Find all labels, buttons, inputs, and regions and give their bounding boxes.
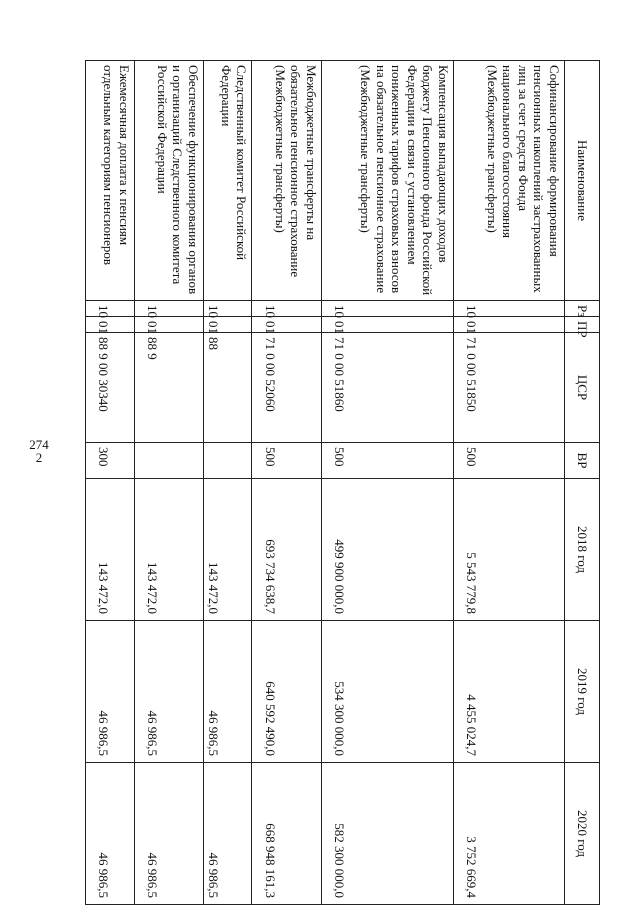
row-2020: 668 948 161,3 [252,763,321,905]
row-2019: 46 986,5 [134,621,203,763]
row-2019: 46 986,5 [86,621,135,763]
header-vr: ВР [565,443,600,479]
row-vr [203,443,252,479]
page-number: 2742 [29,437,49,465]
row-2018: 143 472,0 [203,479,252,621]
row-name: Софинансирование формирования пенсионных накоплений застрахованных лиц за счет средств Фонда национального благосостояния (Межбюджетные трансферты) [453,61,564,301]
row-2020: 46 986,5 [203,763,252,905]
table-row [321,61,453,905]
row-csr: 71 0 00 51850 [453,333,564,443]
table-row [453,61,564,905]
row-csr: 88 9 00 30340 [86,333,135,443]
table-row [252,61,321,905]
row-pr: 01 [134,317,203,333]
row-name: Обеспечение функционирования органов и организаций Следственного комитета Российской Федерации [134,61,203,301]
row-csr: 88 [203,333,252,443]
header-csr: ЦСР [565,333,600,443]
row-2018: 143 472,0 [134,479,203,621]
row-2020: 3 752 669,4 [453,763,564,905]
table-header-row [565,61,600,905]
budget-table [85,60,600,905]
row-name: Ежемесячная доплата к пенсиям отдельным категориям пенсионеров [86,61,135,301]
row-pr: 01 [453,317,564,333]
row-2020: 582 300 000,0 [321,763,453,905]
row-rz: 10 [252,301,321,317]
row-vr: 500 [252,443,321,479]
header-name: Наименование [565,61,600,301]
table-row [86,61,135,905]
row-rz: 10 [453,301,564,317]
row-rz: 10 [86,301,135,317]
row-2018: 5 543 779,8 [453,479,564,621]
rotated-table-wrapper [85,60,600,905]
row-pr: 01 [203,317,252,333]
row-2019: 640 592 490,0 [252,621,321,763]
row-pr: 01 [86,317,135,333]
row-vr: 500 [321,443,453,479]
row-csr: 88 9 [134,333,203,443]
row-2019: 534 300 000,0 [321,621,453,763]
header-2018: 2018 год [565,479,600,621]
row-2019: 46 986,5 [203,621,252,763]
row-name: Межбюджетные трансферты на обязательное пенсионное страхование (Межбюджетные трансферты) [252,61,321,301]
row-pr: 01 [252,317,321,333]
row-2020: 46 986,5 [86,763,135,905]
row-vr: 300 [86,443,135,479]
row-2018: 143 472,0 [86,479,135,621]
row-2018: 693 734 638,7 [252,479,321,621]
row-csr: 71 0 00 51860 [321,333,453,443]
row-vr: 500 [453,443,564,479]
row-rz: 10 [321,301,453,317]
row-pr: 01 [321,317,453,333]
header-2019: 2019 год [565,621,600,763]
row-vr [134,443,203,479]
row-name: Компенсация выпадающих доходов бюджету Пенсионного фонда Российской Федерации в связи с установлением пониженных тарифов страховых взносов на обязательное пенсионное страхование (Межбюджетные трансферты) [321,61,453,301]
row-2020: 46 986,5 [134,763,203,905]
table-row [203,61,252,905]
table-row [134,61,203,905]
header-rz: Рз [565,301,600,317]
row-csr: 71 0 00 52060 [252,333,321,443]
row-rz: 10 [134,301,203,317]
header-pr: ПР [565,317,600,333]
header-2020: 2020 год [565,763,600,905]
row-2019: 4 455 024,7 [453,621,564,763]
row-2018: 499 900 000,0 [321,479,453,621]
row-rz: 10 [203,301,252,317]
row-name: Следственный комитет Российской Федерации [203,61,252,301]
